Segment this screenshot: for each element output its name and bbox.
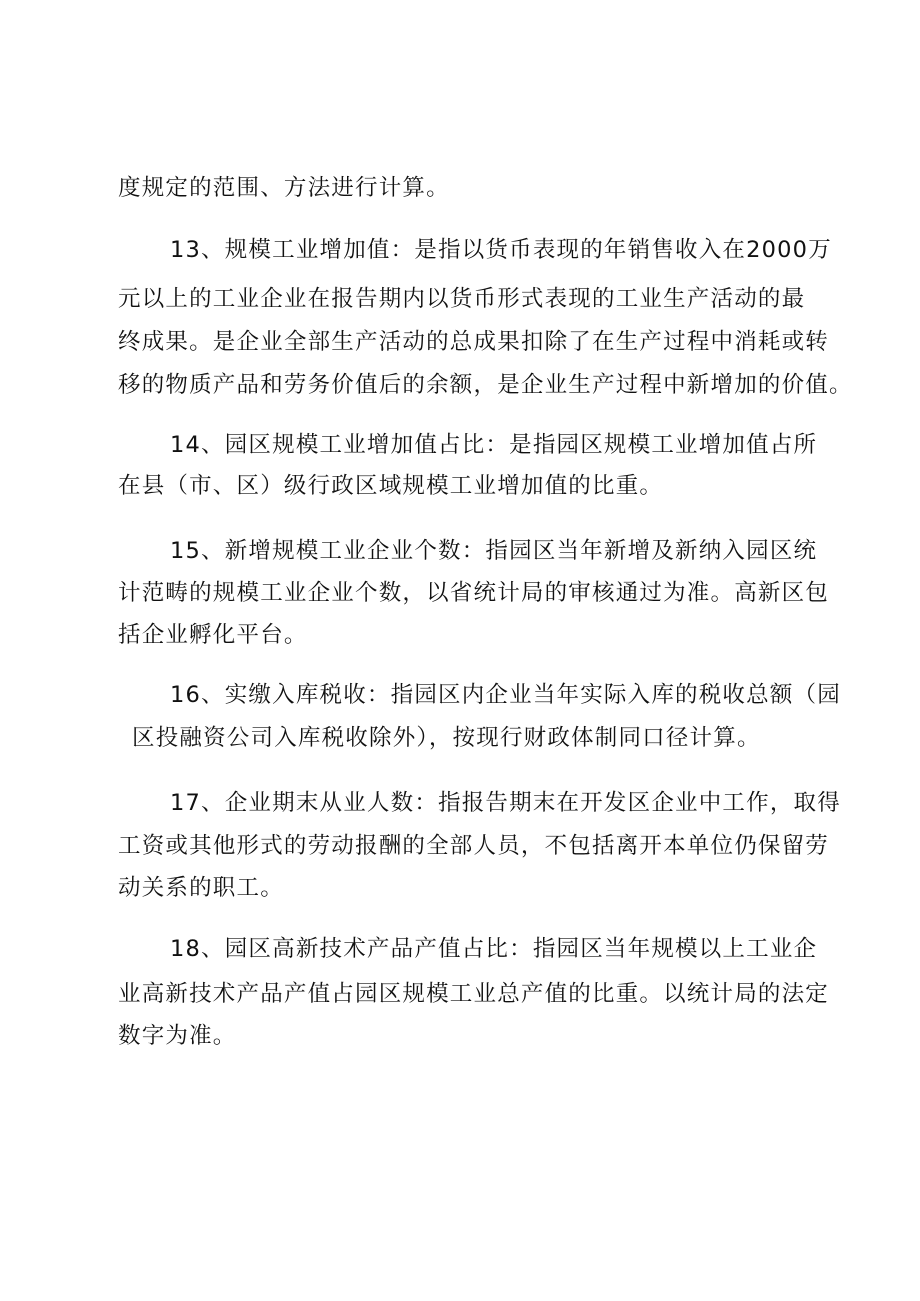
item-13-heading-line: 13、规模工业增加值：是指以货币表现的年销售收入在2000万	[170, 237, 832, 263]
text-line: 度规定的范围、方法进行计算。	[118, 175, 450, 201]
text-line: 业高新技术产品产值占园区规模工业总产值的比重。以统计局的法定	[118, 981, 830, 1007]
text-line: 数字为准。	[118, 1023, 237, 1049]
item-14-heading-line: 14、园区规模工业增加值占比：是指园区规模工业增加值占所	[170, 432, 818, 458]
text-line: 区投融资公司入库税收除外），按现行财政体制同口径计算。	[132, 725, 761, 751]
item-18-heading-line: 18、园区高新技术产品产值占比：指园区当年规模以上工业企	[170, 936, 818, 962]
text-line: 动关系的职工。	[118, 875, 284, 901]
item-16-heading-line: 16、实缴入库税收：指园区内企业当年实际入库的税收总额（园	[170, 682, 841, 708]
text-line: 在县（市、区）级行政区域规模工业增加值的比重。	[118, 473, 664, 499]
text-line: 工资或其他形式的劳动报酬的全部人员，不包括离开本单位仍保留劳	[118, 833, 830, 859]
text-line: 括企业孵化平台。	[118, 622, 308, 648]
item-17-heading-line: 17、企业期末从业人数：指报告期末在开发区企业中工作，取得	[170, 790, 841, 816]
text-line: 移的物质产品和劳务价值后的余额，是企业生产过程中新增加的价值。	[118, 372, 853, 398]
item-15-heading-line: 15、新增规模工业企业个数：指园区当年新增及新纳入园区统	[170, 538, 818, 564]
text-line: 计范畴的规模工业企业个数，以省统计局的审核通过为准。高新区包	[118, 580, 830, 606]
text-line: 终成果。是企业全部生产活动的总成果扣除了在生产过程中消耗或转	[118, 329, 830, 355]
text-line: 元以上的工业企业在报告期内以货币形式表现的工业生产活动的最	[118, 286, 806, 312]
